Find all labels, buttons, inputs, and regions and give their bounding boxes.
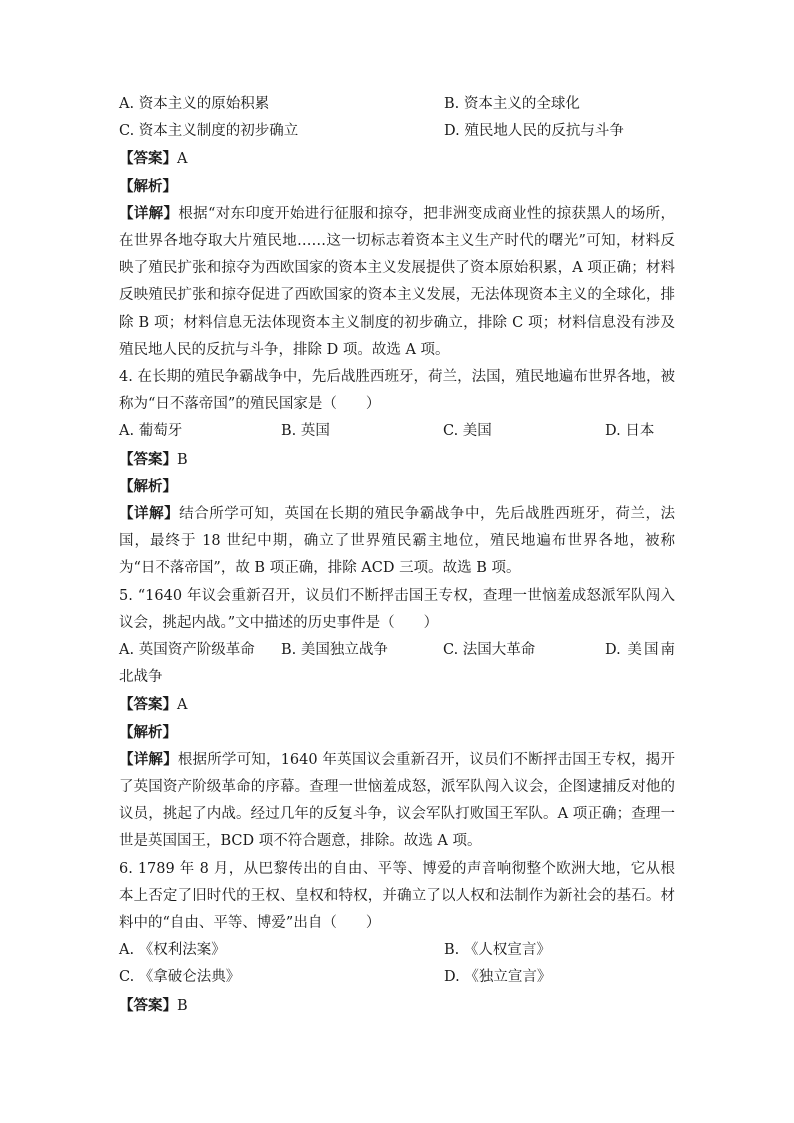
q3-answer <box>119 145 675 172</box>
q6-option-a: A. 《权利法案》 <box>119 942 226 959</box>
q5-option-a: A. 英国资产阶级革命 <box>119 641 255 658</box>
q6-answer-value: B <box>177 997 188 1014</box>
q5-answer <box>119 691 675 718</box>
q6-option-d: D. 《独立宣言》 <box>444 969 552 986</box>
q4-answer-value: B <box>177 451 188 468</box>
q6-option-c: C. 《拿破仑法典》 <box>119 969 241 986</box>
q4-analysis <box>119 473 675 500</box>
q3-detail-tag: 【详解】 <box>119 204 179 222</box>
q3-option-c: C. 资本主义制度的初步确立 <box>119 123 299 140</box>
q3-answer-value: A <box>177 151 188 168</box>
q3-analysis <box>119 173 675 200</box>
q4-analysis-tag: 【解析】 <box>119 477 177 495</box>
q5-analysis <box>119 719 675 746</box>
q4-detail-text: 结合所学可知，英国在长期的殖民争霸战争中，先后战胜西班牙，荷兰，法国，最终于 18 世纪中期，确立了世界殖民霸主地位，殖民地遍布世界各地，被称为“日不落帝国”，故 B 项正确，排除 ACD 三项。故选 B 项。 <box>119 505 676 577</box>
q4-detail-tag: 【详解】 <box>119 504 180 522</box>
q6-stem: 6. 1789 年 8 月，从巴黎传出的自由、平等、博爱的声音响彻整个欧洲大地，它从根本上否定了旧时代的王权、皇权和特权，并确立了以人权和法制作为新社会的基石。材料中的“自由、平等、博爱”出自（ ） <box>119 860 675 931</box>
q4-option-c: C. 美国 <box>443 423 492 440</box>
q5-answer-tag: 【答案】 <box>119 696 177 714</box>
q5-detail-tag: 【详解】 <box>119 750 178 768</box>
q4-answer <box>119 446 675 473</box>
q5-analysis-tag: 【解析】 <box>119 723 177 741</box>
q3-options-row-1 <box>119 91 675 118</box>
q3-option-b: B. 资本主义的全球化 <box>444 96 580 112</box>
q3-option-d: D. 殖民地人民的反抗与斗争 <box>444 123 624 140</box>
q3-analysis-tag: 【解析】 <box>119 177 177 195</box>
q6-option-b: B. 《人权宣言》 <box>444 942 551 959</box>
q3-detail-text: 根据“对东印度开始进行征服和掠夺，把非洲变成商业性的掠获黑人的场所，在世界各地夺取大片殖民地……这一切标志着资本主义生产时代的曙光”可知，材料反映了殖民扩张和掠夺为西欧国家的资本主义发展提供了资本原始积累，A 项正确；材料反映殖民扩张和掠夺促进了西欧国家的资本主义发展，无法体现资本主义的全球化，排除 B 项；材料信息无法体现资本主义制度的初步确立，排除 C 项；材料信息没有涉及殖民地人民的反抗与斗争，排除 D 项。故选 A 项。 <box>119 205 675 358</box>
q4-detail <box>119 500 675 583</box>
q3-option-a: A. 资本主义的原始积累 <box>119 96 270 112</box>
q6-answer-tag: 【答案】 <box>119 996 177 1014</box>
q3-options-row-2 <box>119 118 675 145</box>
q6-answer <box>119 992 675 1019</box>
q4-option-a: A. 葡萄牙 <box>119 423 183 440</box>
document-content <box>119 91 675 1019</box>
q4-stem: 4. 在长期的殖民争霸战争中，先后战胜西班牙，荷兰，法国，殖民地遍布世界各地，被称为“日不落帝国”的殖民国家是（ ） <box>119 368 675 413</box>
q5-stem: 5. “1640 年议会重新召开，议员们不断抨击国王专权，查理一世恼羞成怒派军队闯入议会，挑起内战。”文中描述的历史事件是（ ） <box>119 587 675 631</box>
q3-answer-tag: 【答案】 <box>119 150 177 168</box>
q4-answer-tag: 【答案】 <box>119 450 177 468</box>
q5-option-d: D. 美国南北战争 <box>119 641 675 686</box>
q5-answer-value: A <box>177 697 188 714</box>
q4-option-b: B. 英国 <box>281 423 330 440</box>
q4-option-d: D. 日本 <box>605 423 655 440</box>
q6-options-row-1 <box>119 937 675 964</box>
q5-options-row <box>119 637 675 691</box>
q3-detail <box>119 200 675 364</box>
q5-detail <box>119 746 675 856</box>
q5-detail-text: 根据所学可知，1640 年英国议会重新召开，议员们不断抨击国王专权，揭开了英国资产阶级革命的序幕。查理一世恼羞成怒，派军队闯入议会，企图逮捕反对他的议员，挑起了内战。经过几年的反复斗争，议会军队打败国王军队。A 项正确；查理一世是英国国王，BCD 项不符合题意，排除。故选 A 项。 <box>119 751 676 850</box>
q4-options-row <box>119 418 675 445</box>
q6-options-row-2 <box>119 964 675 991</box>
q5-option-b: B. 美国独立战争 <box>281 641 388 658</box>
q5-option-c: C. 法国大革命 <box>443 641 536 658</box>
